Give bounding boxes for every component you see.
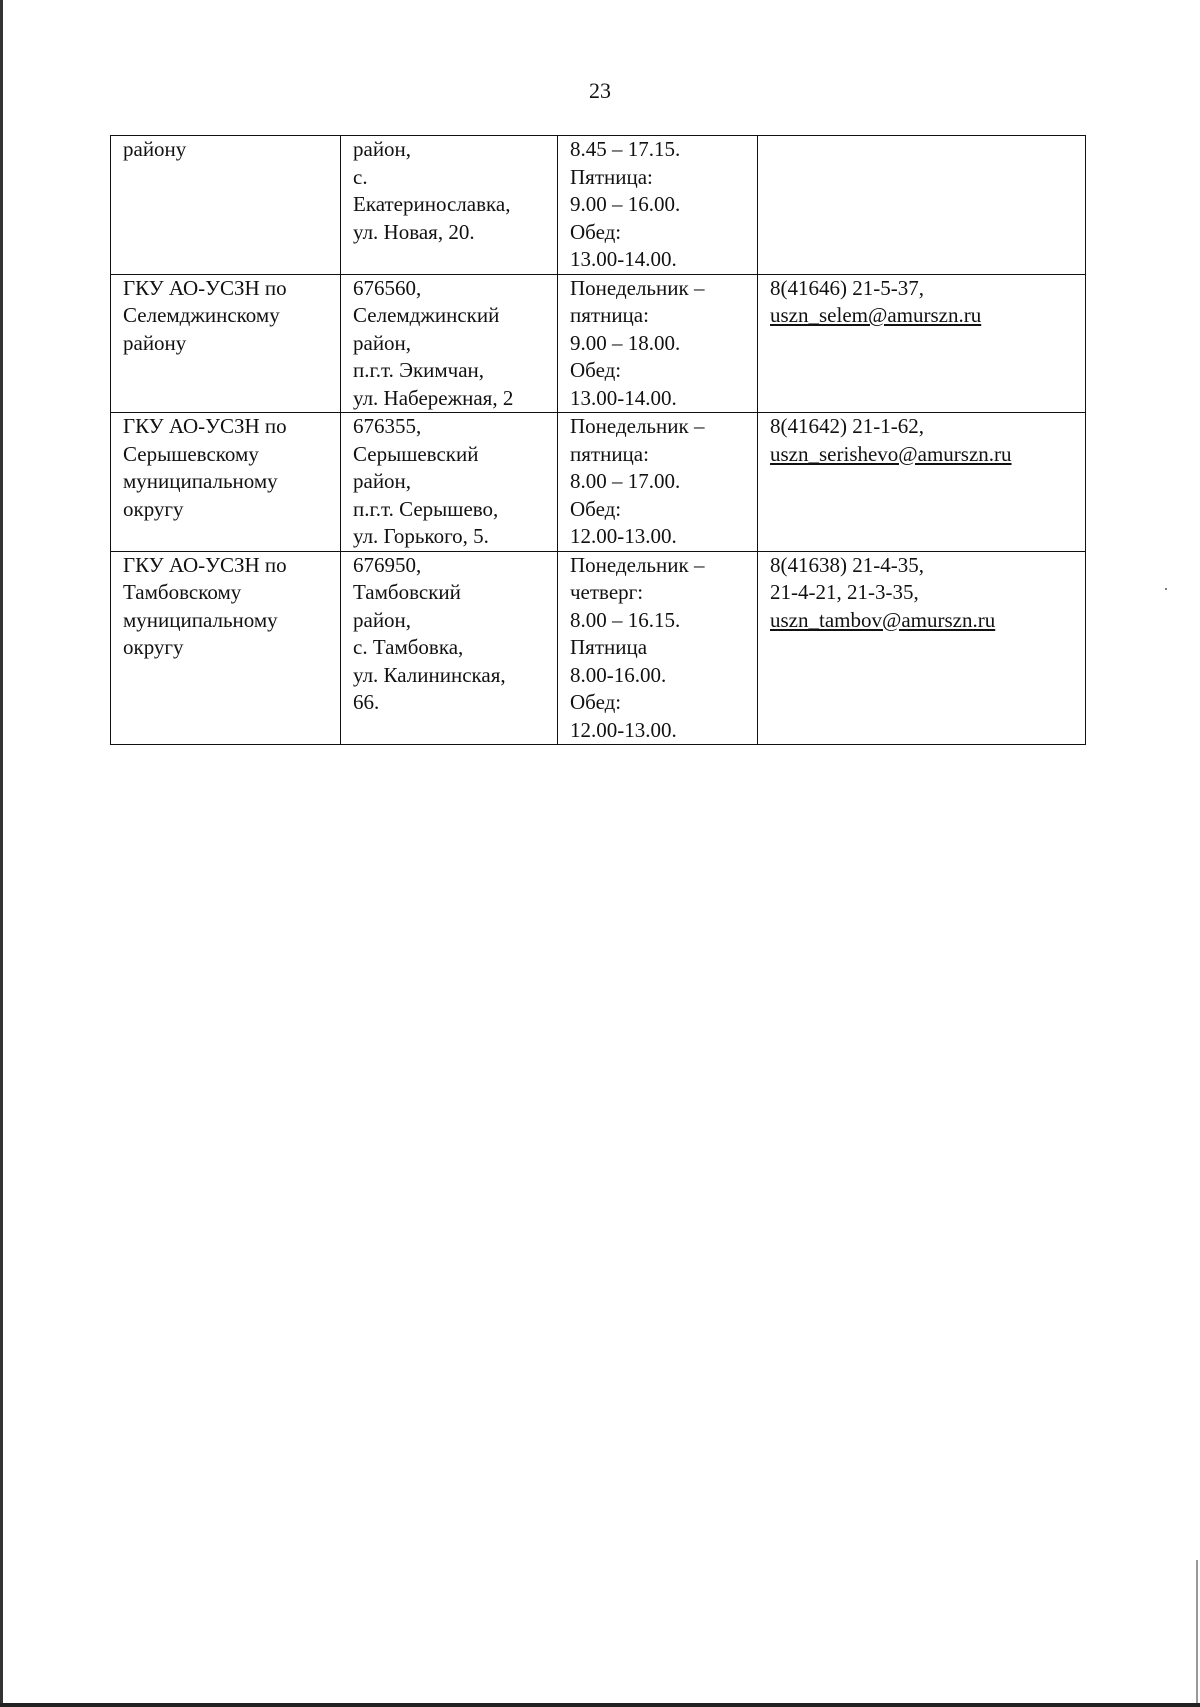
address-cell-line: Серышевский — [353, 441, 479, 466]
hours-cell — [558, 136, 758, 275]
phone-text: 8(41638) 21-4-35, — [770, 552, 924, 577]
address-cell-line: Тамбовский — [353, 580, 461, 604]
contacts-cell — [758, 551, 1086, 745]
hours-cell-line: пятница: — [570, 303, 649, 327]
table-row — [111, 413, 1086, 552]
scan-edge-left — [0, 0, 3, 1707]
email-link[interactable]: uszn_tambov@amurszn.ru — [770, 607, 996, 632]
address-cell-line: ул. Новая, 20. — [353, 219, 475, 244]
address-cell-line: Селемджинский — [353, 303, 500, 327]
institution-cell-line: муниципальному — [123, 607, 278, 632]
hours-cell-line: 9.00 – 18.00. — [570, 330, 681, 355]
address-cell-line: район, — [353, 469, 412, 493]
hours-cell-line: 8.45 – 17.15. — [570, 137, 681, 161]
institution-cell — [111, 413, 341, 552]
hours-cell-line: четверг: — [570, 580, 644, 604]
hours-cell-line: 13.00-14.00. — [570, 385, 677, 410]
hours-cell-line: 12.00-13.00. — [570, 524, 677, 548]
address-cell-line: ул. Горького, 5. — [353, 524, 489, 548]
hours-cell-line: Пятница: — [570, 164, 653, 189]
hours-cell-line: 13.00-14.00. — [570, 247, 677, 271]
hours-cell-line: 12.00-13.00. — [570, 717, 677, 742]
institution-cell-line: ГКУ АО-УСЗН по — [123, 552, 287, 577]
address-cell — [341, 274, 558, 413]
hours-cell-line: Понедельник – — [570, 414, 705, 438]
page-number: 23 — [589, 78, 611, 103]
hours-cell-line: Обед: — [570, 219, 622, 244]
hours-cell-line: 8.00-16.00. — [570, 662, 667, 687]
contacts-table-body — [111, 136, 1086, 745]
hours-cell-line: Пятница — [570, 635, 648, 659]
hours-cell-line: пятница: — [570, 441, 649, 466]
contacts-cell — [758, 274, 1086, 413]
institution-cell — [111, 274, 341, 413]
address-cell-line: район, — [353, 330, 412, 355]
address-cell-line: п.г.т. Экимчан, — [353, 358, 485, 382]
phone-text: 21-4-21, 21-3-35, — [770, 580, 919, 604]
email-link[interactable]: uszn_serishevo@amurszn.ru — [770, 441, 1012, 466]
address-cell-line: ул. Набережная, 2 — [353, 385, 514, 410]
table-row — [111, 136, 1086, 275]
hours-cell-line: Обед: — [570, 690, 622, 714]
table-row — [111, 551, 1086, 745]
hours-cell — [558, 413, 758, 552]
address-cell — [341, 551, 558, 745]
institution-cell-line: Селемджинскому — [123, 303, 280, 327]
email-link[interactable]: uszn_selem@amurszn.ru — [770, 303, 982, 327]
hours-cell-line: 9.00 – 16.00. — [570, 192, 681, 216]
contacts-cell — [758, 136, 1086, 275]
address-cell — [341, 136, 558, 275]
address-cell-line: ул. Калининская, — [353, 662, 506, 687]
address-cell-line: 66. — [353, 690, 380, 714]
hours-cell-line: Обед: — [570, 496, 622, 521]
contacts-cell — [758, 413, 1086, 552]
hours-cell-line: 8.00 – 17.00. — [570, 469, 681, 493]
hours-cell-line: 8.00 – 16.15. — [570, 607, 681, 632]
institution-cell-line: району — [123, 137, 187, 161]
institution-cell — [111, 551, 341, 745]
institution-cell-line: округу — [123, 496, 184, 521]
address-cell-line: с. — [353, 164, 368, 189]
phone-text: 8(41642) 21-1-62, — [770, 414, 924, 438]
phone-text: 8(41646) 21-5-37, — [770, 275, 924, 300]
hours-cell — [558, 274, 758, 413]
address-cell-line: 676355, — [353, 414, 422, 438]
address-cell-line: 676560, — [353, 275, 422, 300]
address-cell — [341, 413, 558, 552]
scan-edge-right — [1196, 1560, 1198, 1707]
address-cell-line: п.г.т. Серышево, — [353, 496, 499, 521]
institution-cell-line: муниципальному — [123, 469, 278, 493]
address-cell-line: 676950, — [353, 552, 422, 577]
hours-cell-line: Понедельник – — [570, 275, 705, 300]
hours-cell-line: Понедельник – — [570, 552, 705, 577]
institution-cell-line: Тамбовскому — [123, 580, 242, 604]
institution-cell-line: Серышевскому — [123, 441, 259, 466]
institution-cell-line: округу — [123, 635, 184, 659]
hours-cell-line: Обед: — [570, 358, 622, 382]
table-row — [111, 274, 1086, 413]
address-cell-line: с. Тамбовка, — [353, 635, 464, 659]
institution-cell-line: району — [123, 330, 187, 355]
address-cell-line: район, — [353, 137, 412, 161]
scan-speck — [1165, 588, 1167, 590]
hours-cell — [558, 551, 758, 745]
scan-edge-bottom — [0, 1703, 1200, 1707]
contacts-table — [110, 135, 1086, 745]
institution-cell-line: ГКУ АО-УСЗН по — [123, 275, 287, 300]
address-cell-line: Екатеринославка, — [353, 192, 511, 216]
institution-cell-line: ГКУ АО-УСЗН по — [123, 414, 287, 438]
institution-cell — [111, 136, 341, 275]
address-cell-line: район, — [353, 607, 412, 632]
